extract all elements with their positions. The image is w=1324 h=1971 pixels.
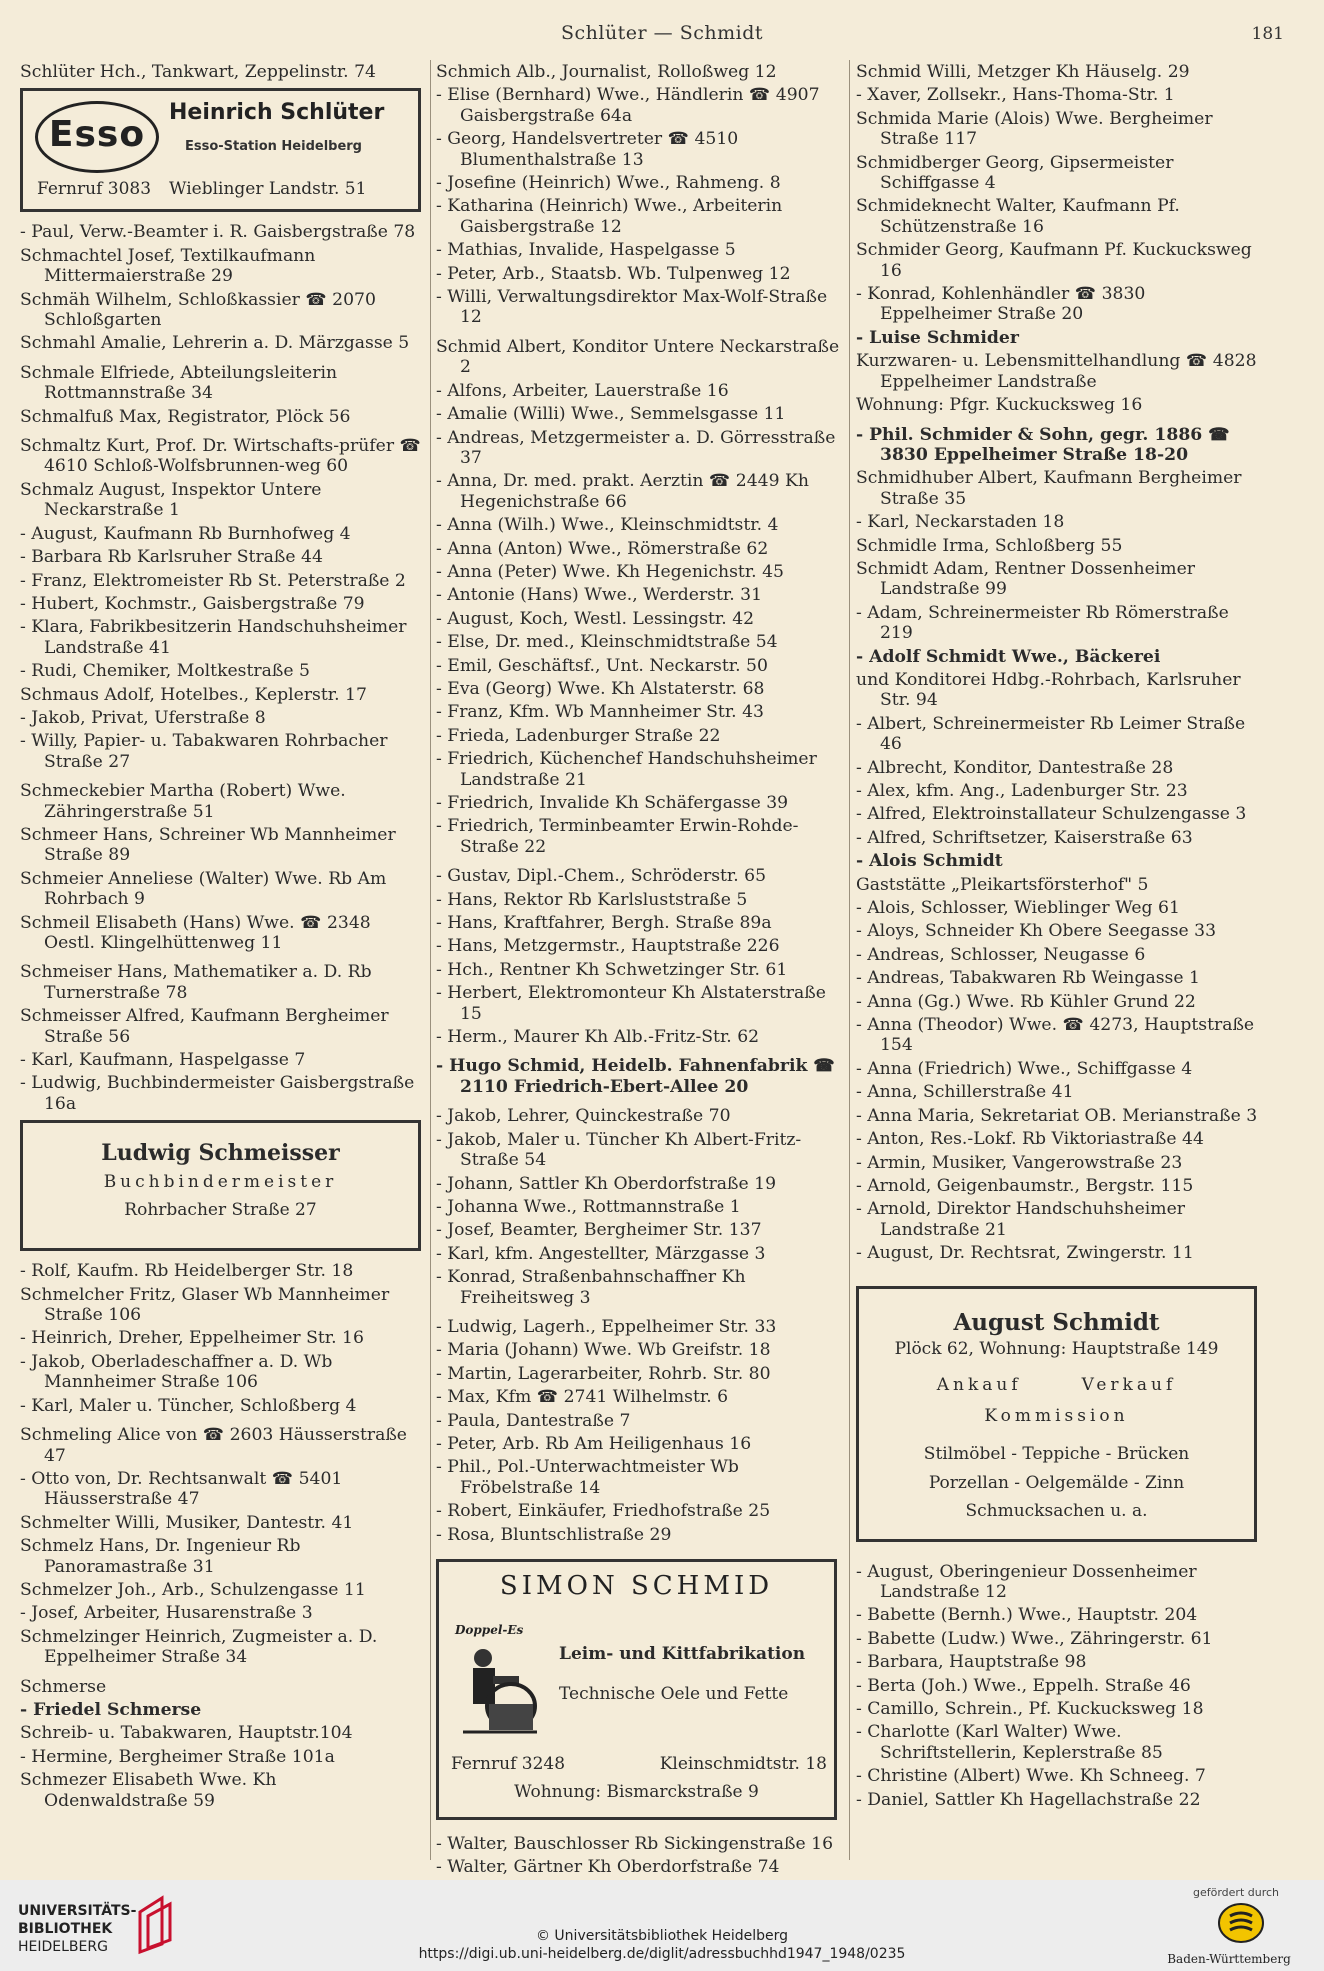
directory-entry: - Peter, Arb. Rb Am Heiligenhaus 16 [436,1433,752,1454]
esso-logo: Esso [35,101,159,173]
column-divider [430,60,431,1860]
directory-entry: Schmale Elfriede, Abteilungsleiterin Rottmannstraße 34 [20,362,338,404]
ad-address: Wieblinger Landstr. 51 [169,179,367,200]
ad-phone: Fernruf 3248 [451,1754,566,1774]
state-name[interactable]: Baden-Württemberg [1167,1952,1291,1966]
directory-entry: - Xaver, Zollsekr., Hans-Thoma-Str. 1 [856,85,1175,106]
directory-entry: - Phil. Schmider & Sohn, gegr. 1886 ☎ 3830 Eppelheimer Straße 18-20 [856,424,1230,465]
directory-entry: Schmidt Adam, Rentner Dossenheimer Landstraße 99 [856,558,1195,600]
directory-entry: - Babette (Ludw.) Wwe., Zähringerstr. 61 [856,1628,1213,1649]
ad-name: SIMON SCHMID [499,1571,774,1601]
directory-entry: - Willy, Papier- u. Tabakwaren Rohrbacher Straße 27 [20,731,388,772]
directory-entry: - Paula, Dantestraße 7 [436,1410,631,1431]
directory-entry: - Hugo Schmid, Heidelb. Fahnenfabrik ☎ 2110 Friedrich-Ebert-Allee 20 [436,1056,835,1097]
directory-entry: - Rosa, Bluntschlistraße 29 [436,1524,672,1545]
ad-line-1: Leim- und Kittfabrikation [559,1644,806,1664]
ad-august-schmidt [856,1286,1257,1542]
directory-entry: Schmezer Elisabeth Wwe. Kh Odenwaldstraße 59 [20,1770,277,1811]
ad-simon-schmid [436,1559,837,1820]
directory-entry: Schmeil Elisabeth (Hans) Wwe. ☎ 2348 Oestl. Klingelhüttenweg 11 [20,912,371,953]
funded-by-label: gefördert durch [1192,1886,1280,1899]
directory-entry: - Jakob, Oberladeschaffner a. D. Wb Mannheimer Straße 106 [20,1351,333,1393]
directory-entry: - Franz, Elektromeister Rb St. Peterstraße 2 [20,570,406,591]
document-url[interactable]: https://digi.ub.uni-heidelberg.de/diglit/adressbuchhd1947_1948/0235 [418,1946,906,1962]
directory-entry: - August, Kaufmann Rb Burnhofweg 4 [20,523,351,544]
directory-entry: - Alois Schmidt [856,851,1003,872]
directory-entry: - Elise (Bernhard) Wwe., Händlerin ☎ 4907 Gaisbergstraße 64a [436,85,820,126]
ad-line-1: Stilmöbel - Teppiche - Brücken [923,1444,1190,1465]
directory-entry: Schmalz August, Inspektor Untere Neckarstraße 1 [20,479,322,521]
ad-ankauf: Ankauf [936,1375,1022,1396]
ad-phone: Fernruf 3083 [37,179,152,200]
directory-entry: - Jakob, Lehrer, Quinckestraße 70 [436,1106,731,1127]
directory-entry: Schmachtel Josef, Textilkaufmann Mittermaierstraße 29 [20,245,316,287]
directory-entry: Schmideknecht Walter, Kaufmann Pf. Schützenstraße 16 [856,196,1180,237]
directory-entry: Schmalfuß Max, Registrator, Plöck 56 [20,406,351,427]
directory-entry: Schlüter Hch., Tankwart, Zeppelinstr. 74 [20,62,376,82]
directory-entry: - Anna, Dr. med. prakt. Aerztin ☎ 2449 Kh Hegenichstraße 66 [436,471,809,512]
directory-entry: - Herbert, Elektromonteur Kh Alstaterstraße 15 [436,983,826,1024]
directory-entry: - Ludwig, Lagerh., Eppelheimer Str. 33 [436,1316,777,1337]
directory-entry: - Alex, kfm. Ang., Ladenburger Str. 23 [856,781,1188,801]
directory-entry: - Eva (Georg) Wwe. Kh Alstaterstr. 68 [436,678,765,699]
directory-entry: - Andreas, Schlosser, Neugasse 6 [856,944,1146,965]
directory-entry: - Anton, Res.-Lokf. Rb Viktoriastraße 44 [856,1129,1204,1150]
directory-entry: - Karl, Neckarstaden 18 [856,512,1065,533]
library-footer [0,1880,1324,1971]
directory-entry: - Friedel Schmerse [20,1699,202,1720]
directory-entry: - Walter, Bauschlosser Rb Sickingenstraße 16 [436,1834,834,1854]
directory-entry: - Jakob, Maler u. Tüncher Kh Albert-Fritz-Straße 54 [436,1129,802,1171]
directory-entry: - Konrad, Kohlenhändler ☎ 3830 Eppelheimer Straße 20 [856,284,1146,325]
directory-entry: - Arnold, Geigenbaumstr., Bergstr. 115 [856,1175,1194,1196]
directory-entry: Schmeer Hans, Schreiner Wb Mannheimer Straße 89 [20,824,396,866]
directory-entry: - Friedrich, Küchenchef Handschuhsheimer Landstraße 21 [436,749,817,790]
directory-entry: Schmelz Hans, Dr. Ingenieur Rb Panoramastraße 31 [20,1536,301,1577]
directory-entry: - Barbara, Hauptstraße 98 [856,1652,1087,1673]
directory-entry: Schmelzinger Heinrich, Zugmeister a. D. Eppelheimer Straße 34 [20,1626,378,1668]
directory-entry: - Albert, Schreinermeister Rb Leimer Straße 46 [856,713,1246,755]
directory-entry: - Camillo, Schrein., Pf. Kuckucksweg 18 [856,1698,1204,1719]
directory-entry: Kurzwaren- u. Lebensmittelhandlung ☎ 4828 Eppelheimer Landstraße [856,351,1257,392]
column-divider [849,60,850,1860]
directory-entry: - Charlotte (Karl Walter) Wwe. Schriftstellerin, Keplerstraße 85 [856,1722,1163,1763]
directory-entry: - Luise Schmider [856,327,1019,348]
directory-entry: Schmelcher Fritz, Glaser Wb Mannheimer Straße 106 [20,1284,390,1326]
directory-entry: - Hans, Rektor Rb Karlsluststraße 5 [436,889,748,910]
directory-entry: - Anna (Theodor) Wwe. ☎ 4273, Hauptstraße 154 [856,1015,1255,1056]
directory-entry: - Hubert, Kochmstr., Gaisbergstraße 79 [20,593,365,614]
ad-name: Heinrich Schlüter [169,100,385,126]
directory-entry: Schmeling Alice von ☎ 2603 Häusserstraße 47 [20,1425,407,1466]
directory-entry: - Anna (Wilh.) Wwe., Kleinschmidtstr. 4 [436,515,779,536]
directory-entry: - Max, Kfm ☎ 2741 Wilhelmstr. 6 [436,1387,729,1408]
ad-line-3: Schmucksachen u. a. [965,1500,1148,1521]
directory-entry: Schmahl Amalie, Lehrerin a. D. Märzgasse 5 [20,333,410,354]
directory-entry: - Anna (Anton) Wwe., Römerstraße 62 [436,538,769,559]
library-name-line-1: UNIVERSITÄTS- [18,1903,137,1919]
copyright-notice: © Universitätsbibliothek Heidelberg [535,1928,788,1944]
directory-entry: - Andreas, Metzgermeister a. D. Görresstraße 37 [436,427,836,468]
directory-entry: Schmaltz Kurt, Prof. Dr. Wirtschafts-prüfer ☎ 4610 Schloß-Wolfsbrunnen-weg 60 [20,436,421,477]
directory-entry: - Frieda, Ladenburger Straße 22 [436,725,721,746]
directory-entry: - Phil., Pol.-Unterwachtmeister Wb Fröbelstraße 14 [436,1457,739,1498]
directory-entry: Schmelzer Joh., Arb., Schulzengasse 11 [20,1579,366,1600]
directory-entry: Schmelter Willi, Musiker, Dantestr. 41 [20,1512,354,1533]
directory-entry: Schmid Albert, Konditor Untere Neckarstraße 2 [436,336,840,378]
ad-ludwig-schmeisser [20,1120,421,1251]
directory-entry: Schmerse [20,1676,107,1697]
directory-entry: - Alfred, Schriftsetzer, Kaiserstraße 63 [856,827,1193,848]
directory-entry: - Albrecht, Konditor, Dantestraße 28 [856,757,1174,778]
column-1 [20,62,425,1814]
craftsman-illustration-icon [453,1620,541,1738]
ad-verkauf: Verkauf [1081,1375,1177,1396]
directory-entry: Schmid Willi, Metzger Kh Häuselg. 29 [856,62,1190,82]
directory-entry: Schmich Alb., Journalist, Rolloßweg 12 [436,62,777,82]
directory-entry: - Georg, Handelsvertreter ☎ 4510 Blumenthalstraße 13 [436,129,739,170]
ad-name: August Schmidt [953,1308,1160,1336]
directory-entry: - Barbara Rb Karlsruher Straße 44 [20,547,323,568]
directory-entry: Schmeisser Alfred, Kaufmann Bergheimer Straße 56 [20,1006,389,1047]
directory-entry: - Katharina (Heinrich) Wwe., Arbeiterin Gaisbergstraße 12 [436,196,783,237]
directory-entry: - Friedrich, Invalide Kh Schäfergasse 39 [436,793,789,813]
directory-entry: - Herm., Maurer Kh Alb.-Fritz-Str. 62 [436,1027,760,1048]
ad-buy-sell [859,1375,1254,1395]
directory-entry: - Anna (Friedrich) Wwe., Schiffgasse 4 [856,1058,1193,1079]
directory-entry: Wohnung: Pfgr. Kuckucksweg 16 [856,395,1143,416]
directory-entry: - Karl, kfm. Angestellter, Märzgasse 3 [436,1243,766,1264]
directory-entry: - Maria (Johann) Wwe. Wb Greifstr. 18 [436,1340,771,1361]
directory-entry: Schmidhuber Albert, Kaufmann Bergheimer Straße 35 [856,468,1242,509]
ad-subtitle: Esso-Station Heidelberg [185,139,362,155]
directory-entry: - Mathias, Invalide, Haspelgasse 5 [436,240,736,261]
directory-entry: - Karl, Maler u. Tüncher, Schloßberg 4 [20,1395,357,1416]
directory-entry: - August, Koch, Westl. Lessingstr. 42 [436,608,755,629]
page-title: Schlüter — Schmidt [560,22,764,44]
directory-entry: - Antonie (Hans) Wwe., Werderstr. 31 [436,585,763,606]
ad-address: Plöck 62, Wohnung: Hauptstraße 149 [894,1338,1219,1359]
directory-entry: - Paul, Verw.-Beamter i. R. Gaisbergstraße 78 [20,222,416,243]
ad-name: Ludwig Schmeisser [101,1140,340,1167]
directory-entry: - Else, Dr. med., Kleinschmidtstraße 54 [436,632,778,653]
directory-entry: - Klara, Fabrikbesitzerin Handschuhsheimer Landstraße 41 [20,617,407,658]
directory-entry: - Robert, Einkäufer, Friedhofstraße 25 [436,1501,771,1522]
ad-kommission: Kommission [984,1405,1129,1426]
directory-entry: - Arnold, Direktor Handschuhsheimer Landstraße 21 [856,1199,1185,1240]
directory-entry: - Anna (Peter) Wwe. Kh Hegenichstr. 45 [436,561,784,582]
directory-entry: Schmidle Irma, Schloßberg 55 [856,535,1123,556]
library-name-line-3: HEIDELBERG [18,1939,108,1955]
directory-entry: - Rolf, Kaufm. Rb Heidelberger Str. 18 [20,1261,354,1282]
directory-entry: - Adam, Schreinermeister Rb Römerstraße 219 [856,602,1229,644]
directory-entry: - Hermine, Bergheimer Straße 101a [20,1746,335,1767]
directory-entry: - Daniel, Sattler Kh Hagellachstraße 22 [856,1789,1201,1810]
directory-entry: - Franz, Kfm. Wb Mannheimer Str. 43 [436,702,764,723]
directory-entry: - Alois, Schlosser, Wieblinger Weg 61 [856,898,1180,919]
directory-entry: Schmeiser Hans, Mathematiker a. D. Rb Turnerstraße 78 [20,962,372,1003]
ad-footer [37,179,366,199]
directory-entry: - Peter, Arb., Staatsb. Wb. Tulpenweg 12 [436,263,791,284]
directory-entry: - Emil, Geschäftsf., Unt. Neckarstr. 50 [436,655,768,676]
directory-entry: - Josef, Arbeiter, Husarenstraße 3 [20,1603,313,1624]
directory-entry: - Ludwig, Buchbindermeister Gaisbergstraße 16a [20,1073,415,1114]
directory-entry: - Aloys, Schneider Kh Obere Seegasse 33 [856,921,1217,942]
directory-entry: - Amalie (Willi) Wwe., Semmelsgasse 11 [436,404,786,425]
directory-entry: - Berta (Joh.) Wwe., Eppelh. Straße 46 [856,1675,1191,1696]
ad-heinrich-schlueter [20,88,421,212]
directory-entry: - Martin, Lagerarbeiter, Rohrb. Str. 80 [436,1363,771,1384]
directory-entry: und Konditorei Hdbg.-Rohrbach, Karlsruher Str. 94 [856,669,1241,711]
page-number: 181 [1251,24,1284,44]
ad-address: Kleinschmidtstr. 18 [659,1754,827,1774]
baden-wuerttemberg-seal-icon [1216,1902,1266,1944]
directory-entry: - Rudi, Chemiker, Moltkestraße 5 [20,661,310,682]
directory-entry: - Christine (Albert) Wwe. Kh Schneeg. 7 [856,1766,1206,1787]
ad-address: Rohrbacher Straße 27 [124,1200,317,1221]
directory-entry: - Anna Maria, Sekretariat OB. Merianstraße 3 [856,1105,1258,1126]
directory-entry: - Johann, Sattler Kh Oberdorfstraße 19 [436,1173,777,1194]
directory-entry: - Hans, Metzgermstr., Hauptstraße 226 [436,936,780,957]
ad-line-2: Porzellan - Oelgemälde - Zinn [928,1472,1185,1493]
directory-entry: - Adolf Schmidt Wwe., Bäckerei [856,646,1161,667]
directory-entry: Schmäh Wilhelm, Schloßkassier ☎ 2070 Schloßgarten [20,289,376,331]
ad-footer [451,1754,827,1774]
directory-entry: - Hch., Rentner Kh Schwetzinger Str. 61 [436,959,788,980]
directory-entry: Schmeier Anneliese (Walter) Wwe. Rb Am Rohrbach 9 [20,868,387,910]
directory-entry: - Babette (Bernh.) Wwe., Hauptstr. 204 [856,1605,1198,1626]
directory-entry: - Heinrich, Dreher, Eppelheimer Str. 16 [20,1328,364,1349]
directory-entry: Gaststätte „Pleikartsförsterhof" 5 [856,874,1149,895]
directory-entry: - Jakob, Privat, Uferstraße 8 [20,707,266,728]
directory-entry: Schmider Georg, Kaufmann Pf. Kuckucksweg 16 [856,240,1252,281]
page-header [0,20,1324,56]
column-3 [856,62,1261,1813]
directory-entry: - Anna (Gg.) Wwe. Rb Kühler Grund 22 [856,991,1196,1012]
column-2 [436,62,841,1925]
directory-entry: - Josefine (Heinrich) Wwe., Rahmeng. 8 [436,173,781,194]
ad-profession: Buchbindermeister [103,1171,338,1192]
directory-entry: Schmidberger Georg, Gipsermeister Schiffgasse 4 [856,152,1174,194]
directory-entry: - Andreas, Tabakwaren Rb Weingasse 1 [856,968,1200,989]
directory-entry: - Gustav, Dipl.-Chem., Schröderstr. 65 [436,866,767,887]
directory-entry: - Walter, Gärtner Kh Oberdorfstraße 74 [436,1857,780,1878]
directory-entry: - Alfons, Arbeiter, Lauerstraße 16 [436,380,729,401]
ub-logo-mark-icon [132,1894,182,1954]
directory-entry: Schmaus Adolf, Hotelbes., Keplerstr. 17 [20,684,367,705]
library-name-line-2: BIBLIOTHEK [18,1921,113,1937]
directory-entry: Schreib- u. Tabakwaren, Hauptstr.104 [20,1723,353,1744]
directory-entry: Schmeckebier Martha (Robert) Wwe. Zähringerstraße 51 [20,781,346,822]
ad-home-address: Wohnung: Bismarckstraße 9 [514,1782,759,1802]
directory-entry: - Alfred, Elektroinstallateur Schulzengasse 3 [856,804,1247,825]
directory-entry: - Johanna Wwe., Rottmannstraße 1 [436,1196,741,1217]
directory-entry: - Friedrich, Terminbeamter Erwin-Rohde-Straße 22 [436,816,799,857]
directory-entry: - Konrad, Straßenbahnschaffner Kh Freiheitsweg 3 [436,1267,746,1308]
directory-entry: - Karl, Kaufmann, Haspelgasse 7 [20,1050,306,1071]
directory-entry: - Josef, Beamter, Bergheimer Str. 137 [436,1220,762,1241]
directory-entry: Schmida Marie (Alois) Wwe. Bergheimer Straße 117 [856,108,1213,150]
directory-entry: - Otto von, Dr. Rechtsanwalt ☎ 5401 Häusserstraße 47 [20,1468,343,1510]
directory-entry: - Hans, Kraftfahrer, Bergh. Straße 89a [436,913,772,934]
directory-entry: - Willi, Verwaltungsdirektor Max-Wolf-Straße 12 [436,287,828,328]
svg-text:Doppel-Es: Doppel-Es [455,1623,524,1637]
directory-entry: - Armin, Musiker, Vangerowstraße 23 [856,1152,1183,1173]
directory-entry: - August, Dr. Rechtsrat, Zwingerstr. 11 [856,1243,1194,1264]
directory-entry: - August, Oberingenieur Dossenheimer Landstraße 12 [856,1561,1197,1602]
directory-entry: - Anna, Schillerstraße 41 [856,1082,1074,1103]
ad-line-2: Technische Oele und Fette [559,1684,789,1704]
